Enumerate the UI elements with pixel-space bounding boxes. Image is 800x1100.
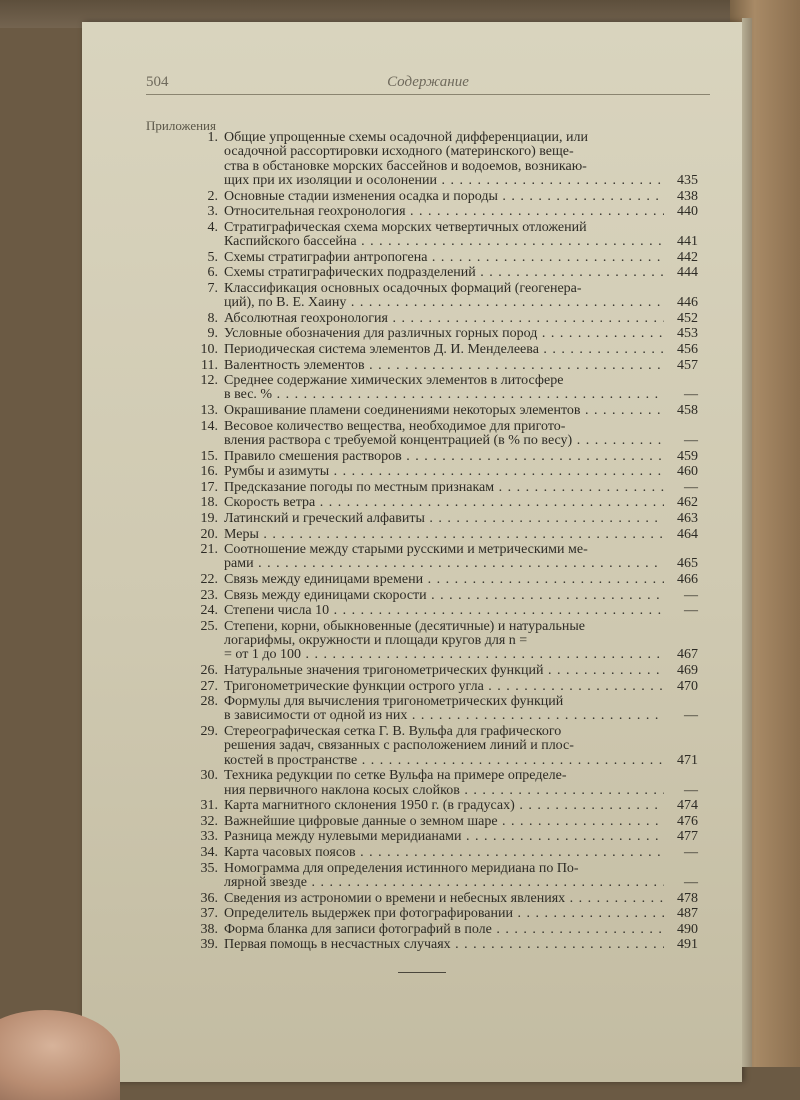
toc-entry-page: — bbox=[684, 603, 698, 619]
toc-entry-number: 27. bbox=[200, 678, 218, 694]
toc-entry-number: 24. bbox=[200, 603, 218, 619]
toc-entry-line: Весовое количество вещества, необходимое для пригото- bbox=[224, 419, 566, 434]
toc-entry-line: Форма бланка для записи фотографий в поле . . . bbox=[224, 923, 664, 937]
toc-entry-page: 463 bbox=[677, 510, 698, 526]
toc-entry-page: 476 bbox=[677, 813, 698, 829]
toc-entry-number: 22. bbox=[200, 572, 218, 587]
toc-entry-number: 38. bbox=[200, 921, 218, 937]
toc-entry-page: 444 bbox=[677, 265, 698, 281]
toc-entry-page: 490 bbox=[677, 921, 698, 937]
toc-entry-title bbox=[224, 131, 664, 188]
toc-entry-number: 5. bbox=[207, 249, 218, 265]
toc-entry-page: 442 bbox=[677, 249, 698, 265]
toc-entry-title bbox=[224, 815, 664, 829]
toc-entry-line: костей в пространстве . . . bbox=[224, 754, 664, 768]
toc-entry bbox=[184, 923, 698, 937]
toc-entry bbox=[184, 664, 698, 678]
toc-entry-title bbox=[224, 221, 664, 250]
toc-entry-number: 33. bbox=[200, 829, 218, 845]
toc-entry-line: Латинский и греческий алфавиты . . . bbox=[224, 512, 664, 526]
toc-entry-page: 435 bbox=[677, 172, 698, 188]
toc-entry bbox=[184, 190, 698, 204]
toc-entry bbox=[184, 573, 698, 587]
toc-entry-line: Периодическая система элементов Д. И. Менделеева . . . bbox=[224, 343, 664, 357]
toc-entry-number: 18. bbox=[200, 495, 218, 511]
toc-entry-page: 440 bbox=[677, 204, 698, 220]
toc-entry-number: 29. bbox=[200, 724, 218, 740]
toc-entry-number: 17. bbox=[200, 479, 218, 495]
toc-entry-page: 441 bbox=[677, 233, 698, 249]
toc-entry-number: 12. bbox=[200, 373, 218, 389]
toc-entry bbox=[184, 620, 698, 663]
toc-entry-line: Классификация основных осадочных формаций (геогенера- bbox=[224, 281, 582, 296]
toc-entry-line: рами . . . bbox=[224, 557, 664, 571]
toc-entry bbox=[184, 251, 698, 265]
toc-entry-page: — bbox=[684, 479, 698, 495]
toc-entry-line: Определитель выдержек при фотографировании . . . bbox=[224, 907, 664, 921]
toc-entry-line: Стереографическая сетка Г. В. Вульфа для графического bbox=[224, 725, 562, 740]
toc-entry-line: Схемы стратиграфических подразделений . . . bbox=[224, 266, 664, 280]
toc-entry-title bbox=[224, 892, 664, 906]
toc-entry-page: — bbox=[684, 874, 698, 890]
toc-entry-line: Правило смешения растворов . . . bbox=[224, 450, 664, 464]
toc-entry bbox=[184, 359, 698, 373]
toc-entry bbox=[184, 892, 698, 906]
toc-entry-page: — bbox=[684, 845, 698, 860]
toc-entry-page: 456 bbox=[677, 341, 698, 357]
section-title: Приложения bbox=[146, 118, 216, 133]
toc-entry-line: Техника редукции по сетке Вульфа на примере определе- bbox=[224, 769, 567, 784]
page-edge bbox=[742, 18, 752, 1067]
toc-entry-title bbox=[224, 450, 664, 464]
toc-entry bbox=[184, 799, 698, 813]
toc-entry-number: 26. bbox=[200, 663, 218, 678]
toc-entry-number: 19. bbox=[200, 510, 218, 526]
toc-entry bbox=[184, 815, 698, 829]
toc-entry-title bbox=[224, 846, 664, 860]
toc-entry-number: 34. bbox=[200, 845, 218, 860]
toc-entry-page: 457 bbox=[677, 357, 698, 373]
toc-entry-number: 11. bbox=[201, 357, 218, 373]
toc-entry bbox=[184, 769, 698, 798]
toc-entry bbox=[184, 830, 698, 844]
toc-entry-number: 37. bbox=[200, 906, 218, 922]
toc-entry-line: лярной звезде . . . bbox=[224, 876, 664, 890]
toc-entry-page: 459 bbox=[677, 448, 698, 464]
toc-entry-line: Относительная геохронология . . . bbox=[224, 205, 664, 219]
toc-entry-title bbox=[224, 680, 664, 694]
toc-entry-title bbox=[224, 251, 664, 265]
toc-entry-line: ций), по В. Е. Хаину . . . bbox=[224, 296, 664, 310]
toc-entry-page: 474 bbox=[677, 798, 698, 814]
toc-entry-line: Степени числа 10 . . . bbox=[224, 604, 664, 618]
toc-entry-title bbox=[224, 769, 664, 798]
toc-entry-line: Среднее содержание химических элементов в литосфере bbox=[224, 374, 564, 389]
toc-entry bbox=[184, 589, 698, 603]
toc-entry-line: Общие упрощенные схемы осадочной дифференциации, или bbox=[224, 131, 588, 145]
toc-entry-number: 32. bbox=[200, 813, 218, 829]
toc-entry-line: Натуральные значения тригонометрических функций . . . bbox=[224, 664, 664, 678]
toc-entry-title bbox=[224, 312, 664, 326]
toc-entry-page: — bbox=[684, 432, 698, 448]
toc-entry bbox=[184, 846, 698, 860]
toc-entry-title bbox=[224, 528, 664, 542]
toc-entry bbox=[184, 465, 698, 479]
toc-entry-number: 30. bbox=[200, 768, 218, 784]
toc-entry-page: 465 bbox=[677, 556, 698, 572]
toc-entry-line: Стратиграфическая схема морских четвертичных отложений bbox=[224, 220, 587, 235]
toc-entry bbox=[184, 604, 698, 618]
toc-entry-page: — bbox=[684, 782, 698, 798]
toc-entry-line: Основные стадии изменения осадка и породы . . . bbox=[224, 190, 664, 204]
toc-entry-title bbox=[224, 512, 664, 526]
toc-entry-number: 6. bbox=[207, 265, 218, 281]
toc-entry-line: Румбы и азимуты . . . bbox=[224, 465, 664, 479]
toc-entry bbox=[184, 205, 698, 219]
toc-entry bbox=[184, 343, 698, 357]
toc-entry-line: Предсказание погоды по местным признакам . . . bbox=[224, 481, 664, 495]
toc-entry-number: 23. bbox=[200, 587, 218, 603]
toc-entry-page: 491 bbox=[677, 937, 698, 953]
toc-entry bbox=[184, 420, 698, 449]
toc-entry-page: 478 bbox=[677, 890, 698, 906]
toc-entry-page: 471 bbox=[677, 752, 698, 768]
toc-entry bbox=[184, 512, 698, 526]
toc-entry-line: логарифмы, окружности и площади кругов для n = bbox=[224, 634, 528, 649]
toc-entry-page: 462 bbox=[677, 495, 698, 511]
toc-entry-title bbox=[224, 404, 664, 418]
toc-entry bbox=[184, 327, 698, 341]
running-title: Содержание bbox=[387, 74, 469, 90]
toc-entry bbox=[184, 496, 698, 510]
toc-entry-title bbox=[224, 604, 664, 618]
toc-entry-page: 452 bbox=[677, 310, 698, 326]
toc-entry-page: — bbox=[684, 708, 698, 724]
toc-entry-page: 469 bbox=[677, 663, 698, 678]
toc-entry-number: 39. bbox=[200, 937, 218, 953]
toc-entry-page: 466 bbox=[677, 572, 698, 587]
toc-entry-line: Валентность элементов . . . bbox=[224, 359, 664, 373]
toc-entry-page: 487 bbox=[677, 906, 698, 922]
toc-entry-line: Сведения из астрономии о времени и небесных явлениях . . . bbox=[224, 892, 664, 906]
toc-entry-number: 7. bbox=[207, 280, 218, 296]
toc-entry-line: Тригонометрические функции острого угла . . . bbox=[224, 680, 664, 694]
toc-entry-title bbox=[224, 923, 664, 937]
toc-entry-title bbox=[224, 205, 664, 219]
toc-entry bbox=[184, 266, 698, 280]
toc-entry bbox=[184, 282, 698, 311]
toc-entry-title bbox=[224, 620, 664, 663]
toc-entry bbox=[184, 312, 698, 326]
toc-entry bbox=[184, 528, 698, 542]
toc-entry-number: 35. bbox=[200, 860, 218, 876]
toc-entry bbox=[184, 374, 698, 403]
toc-entry bbox=[184, 450, 698, 464]
toc-entry-title bbox=[224, 589, 664, 603]
toc-entry-line: в вес. % . . . bbox=[224, 388, 664, 402]
toc-entry-page: 438 bbox=[677, 188, 698, 204]
toc-entry bbox=[184, 543, 698, 572]
toc-entry-number: 4. bbox=[207, 219, 218, 235]
toc-entry-line: = от 1 до 100 . . . bbox=[224, 648, 664, 662]
toc-entry-page: 460 bbox=[677, 464, 698, 480]
toc-entry-title bbox=[224, 907, 664, 921]
toc-entry-page: 453 bbox=[677, 326, 698, 342]
toc-entry-title bbox=[224, 266, 664, 280]
toc-entry-line: Важнейшие цифровые данные о земном шаре . . . bbox=[224, 815, 664, 829]
toc-entry bbox=[184, 680, 698, 694]
toc-entry-line: Каспийского бассейна . . . bbox=[224, 235, 664, 249]
toc-entry-line: ния первичного наклона косых слойков . . . bbox=[224, 784, 664, 798]
toc-entry bbox=[184, 481, 698, 495]
toc-entry-line: Связь между единицами скорости . . . bbox=[224, 589, 664, 603]
toc-entry-title bbox=[224, 190, 664, 204]
toc-entry-line: Первая помощь в несчастных случаях . . . bbox=[224, 938, 664, 952]
toc-entry-title bbox=[224, 374, 664, 403]
toc-entry-line: Формулы для вычисления тригонометрических функций bbox=[224, 695, 564, 710]
toc-entry-page: 458 bbox=[677, 403, 698, 418]
toc-entry bbox=[184, 221, 698, 250]
toc-entry-line: Меры . . . bbox=[224, 528, 664, 542]
toc-entry-line: вления раствора с требуемой концентрацией (в % по весу) . . . bbox=[224, 434, 664, 448]
toc-entry-line: ства в обстановке морских бассейнов и водоемов, возникаю- bbox=[224, 159, 587, 174]
toc-entry bbox=[184, 131, 698, 188]
toc-entry-title bbox=[224, 695, 664, 724]
toc-entry-line: осадочной рассортировки исходного (материнского) веще- bbox=[224, 145, 574, 160]
toc-entry-line: в зависимости от одной из них . . . bbox=[224, 709, 664, 723]
toc-entry-number: 1. bbox=[207, 130, 218, 145]
toc-entry-title bbox=[224, 830, 664, 844]
toc-entry-page: — bbox=[684, 387, 698, 403]
toc-entry-title bbox=[224, 481, 664, 495]
toc-entry-title bbox=[224, 938, 664, 952]
page-header bbox=[146, 72, 710, 95]
toc-entry-number: 20. bbox=[200, 526, 218, 542]
toc-entry-title bbox=[224, 543, 664, 572]
toc-entry-number: 10. bbox=[200, 341, 218, 357]
toc-entry-line: Скорость ветра . . . bbox=[224, 496, 664, 510]
toc-entry-number: 13. bbox=[200, 403, 218, 418]
page-number: 504 bbox=[146, 74, 169, 90]
toc-entry-number: 25. bbox=[200, 618, 218, 634]
toc-entry-line: Абсолютная геохронология . . . bbox=[224, 312, 664, 326]
toc-entry-number: 28. bbox=[200, 694, 218, 710]
toc-entry-page: 446 bbox=[677, 295, 698, 311]
toc-entry-line: щих при их изоляции и осолонении . . . bbox=[224, 174, 664, 188]
toc-entry-number: 16. bbox=[200, 464, 218, 480]
toc-entry-title bbox=[224, 799, 664, 813]
toc-entry bbox=[184, 862, 698, 891]
toc-entry-line: Разница между нулевыми меридианами . . . bbox=[224, 830, 664, 844]
toc-entry-title bbox=[224, 664, 664, 678]
toc-entry-title bbox=[224, 282, 664, 311]
toc-entry-title bbox=[224, 359, 664, 373]
toc-entry-number: 14. bbox=[200, 418, 218, 434]
toc-entry-number: 2. bbox=[207, 188, 218, 204]
toc-entry bbox=[184, 938, 698, 952]
toc-entry-number: 36. bbox=[200, 890, 218, 906]
toc-entry-title bbox=[224, 327, 664, 341]
toc-entry-page: 467 bbox=[677, 647, 698, 663]
toc-entry bbox=[184, 725, 698, 768]
toc-entry-title bbox=[224, 420, 664, 449]
toc-entry-number: 15. bbox=[200, 448, 218, 464]
toc-entry-title bbox=[224, 465, 664, 479]
toc-entry-number: 31. bbox=[200, 798, 218, 814]
toc-entry-page: 477 bbox=[677, 829, 698, 845]
toc-entry-line: Карта магнитного склонения 1950 г. (в градусах) . . . bbox=[224, 799, 664, 813]
toc-entry-number: 8. bbox=[207, 310, 218, 326]
toc-entry-title bbox=[224, 862, 664, 891]
toc-entry-number: 9. bbox=[207, 326, 218, 342]
toc-entry-number: 21. bbox=[200, 542, 218, 558]
toc-entry-title bbox=[224, 725, 664, 768]
toc-entry-line: решения задач, связанных с расположением линий и плос- bbox=[224, 739, 574, 754]
toc-entry-line: Условные обозначения для различных горных пород . . . bbox=[224, 327, 664, 341]
closing-rule bbox=[398, 972, 446, 973]
toc-entry-line: Соотношение между старыми русскими и метрическими ме- bbox=[224, 543, 588, 558]
toc-entry-page: 470 bbox=[677, 678, 698, 694]
toc-entry-title bbox=[224, 573, 664, 587]
toc-entry-number: 3. bbox=[207, 204, 218, 220]
toc-entry-line: Степени, корни, обыкновенные (десятичные) и натуральные bbox=[224, 619, 585, 634]
toc-entry-line: Номограмма для определения истинного меридиана по По- bbox=[224, 861, 579, 876]
toc-entry-line: Окрашивание пламени соединениями некоторых элементов . . . bbox=[224, 404, 664, 418]
toc-entry-title bbox=[224, 343, 664, 357]
toc-entry-title bbox=[224, 496, 664, 510]
toc-entry bbox=[184, 404, 698, 418]
toc-entry-line: Схемы стратиграфии антропогена . . . bbox=[224, 251, 664, 265]
toc-entry bbox=[184, 695, 698, 724]
toc-entry-line: Связь между единицами времени . . . bbox=[224, 573, 664, 587]
toc-entry-page: 464 bbox=[677, 526, 698, 542]
toc-entry-line: Карта часовых поясов . . . bbox=[224, 846, 664, 860]
toc-entry-page: — bbox=[684, 587, 698, 603]
toc-entry bbox=[184, 907, 698, 921]
